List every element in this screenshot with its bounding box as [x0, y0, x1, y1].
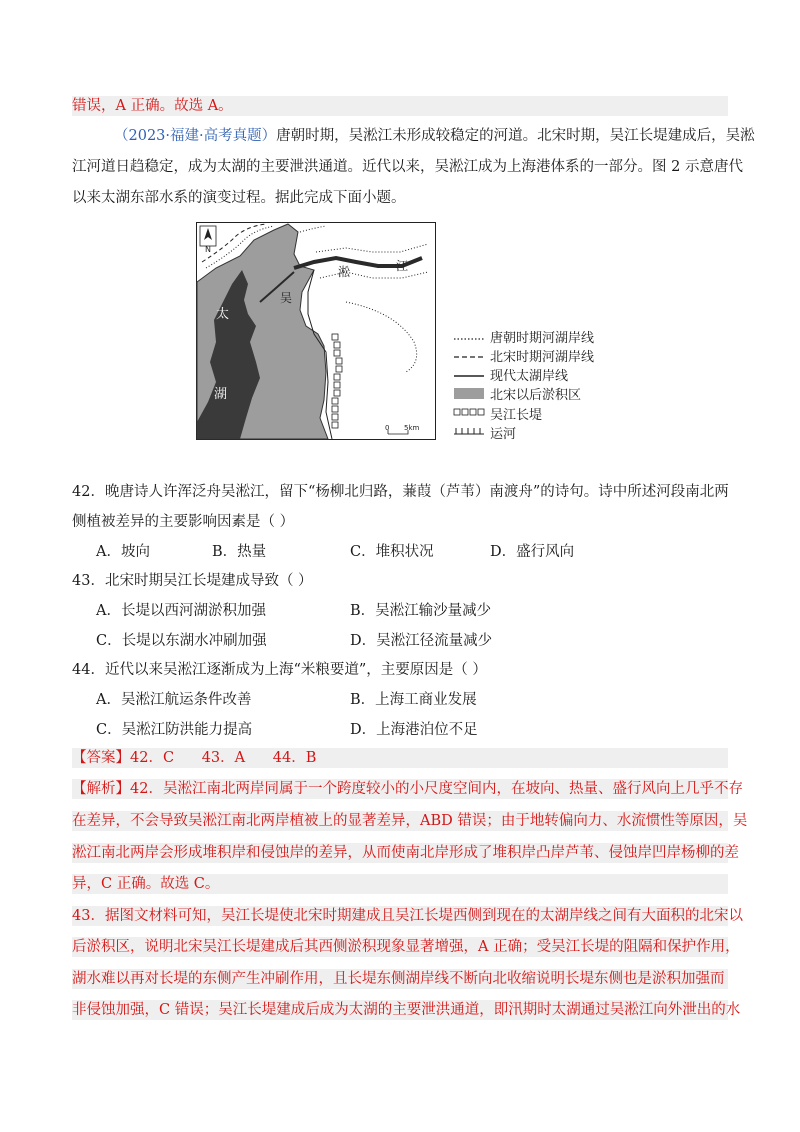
analysis-line-1 — [72, 779, 743, 799]
source-tag: （2023·福建·高考真题） — [114, 128, 277, 144]
scale-zero: 0 — [385, 424, 390, 432]
legend-label-1: 唐朝时期河湖岸线 — [490, 331, 595, 346]
legend-label-4: 北宋以后淤积区 — [490, 388, 582, 403]
analysis-line-5: 43．据图文材料可知，吴江长堤使北宋时期建成且吴江长堤西侧到现在的太湖岸线之间有大面积的北宋以 — [72, 908, 743, 924]
q43-option-d[interactable]: D．吴淞江径流量减少 — [350, 633, 493, 649]
legend-icons — [452, 330, 486, 442]
map-label-tai: 太 — [216, 307, 230, 322]
intro-line-1 — [72, 126, 755, 146]
answer-tag: 【答案】 — [72, 750, 130, 766]
analysis-tag: 【解析】 — [72, 781, 130, 797]
analysis-text-1: 42．吴淞江南北两岸同属于一个跨度较小的小尺度空间内，在坡向、热量、盛行风向上几乎不存 — [130, 781, 743, 797]
previous-answer-text: 错误，A 正确。故选 A。 — [72, 98, 233, 114]
analysis-line-6: 后淤积区，说明北宋吴江长堤建成后其西侧淤积现象显著增强，A 正确；受吴江长堤的阻隔和保护作用， — [72, 939, 740, 955]
q43-option-a[interactable]: A．长堤以西河湖淤积加强 — [96, 603, 266, 619]
legend-label-5: 吴江长堤 — [490, 408, 543, 423]
question-43-line-1: 43．北宋时期吴江长堤建成导致（ ） — [72, 573, 313, 589]
legend-label-6: 运河 — [490, 427, 517, 442]
canal-ticks-icon — [454, 428, 484, 434]
q42-option-a[interactable]: A．坡向 — [96, 544, 150, 560]
q42-option-d[interactable]: D．盛行风向 — [490, 544, 575, 560]
analysis-line-4: 异，C 正确。故选 C。 — [72, 874, 728, 894]
legend-label-3: 现代太湖岸线 — [490, 369, 569, 384]
intro-line-3: 以来太湖东部水系的演变过程。据此完成下面小题。 — [72, 190, 406, 206]
q44-option-a[interactable]: A．吴淞江航运条件改善 — [96, 692, 252, 708]
legend-label-2: 北宋时期河湖岸线 — [490, 350, 595, 365]
analysis-line-8: 非侵蚀加强，C 错误；吴江长堤建成后成为太湖的主要泄洪通道，即汛期时太湖通过吴淞江向外泄出的水 — [72, 1002, 741, 1018]
map-label-song: 淞 — [338, 265, 351, 279]
north-label: N — [205, 245, 211, 254]
analysis-line-3: 淞江南北两岸会形成堆积岸和侵蚀岸的差异，从而使南北岸形成了堆积岸凸岸芦苇、侵蚀岸凹岸杨柳的差 — [72, 845, 739, 861]
analysis-line-2: 在差异，不会导致吴淞江南北两岸植被上的显著差异，ABD 错误；由于地转偏向力、水流惯性等原因，吴 — [72, 813, 748, 829]
dike-boxes-icon — [454, 409, 484, 415]
answer-text: 42．C 43．A 44．B — [130, 750, 317, 766]
gray-block-icon — [454, 388, 484, 399]
q42-option-c[interactable]: C．堆积状况 — [350, 544, 434, 560]
map-label-jiang: 江 — [396, 259, 409, 273]
q43-option-c[interactable]: C．长堤以东湖水冲刷加强 — [96, 633, 267, 649]
previous-answer-tail — [72, 96, 728, 116]
intro-line-2: 江河道日趋稳定，成为太湖的主要泄洪通道。近代以来，吴淞江成为上海港体系的一部分。图 2 示意唐代 — [72, 159, 743, 175]
intro-text-1: 唐朝时期，吴淞江未形成较稳定的河道。北宋时期，吴江长堤建成后，吴淞 — [276, 128, 755, 144]
q44-option-d[interactable]: D．上海港泊位不足 — [350, 722, 478, 738]
question-42-line-1: 42．晚唐诗人许浑泛舟吴淞江，留下“杨柳北归路，蒹葭（芦苇）南渡舟”的诗句。诗中所述河段南北两 — [72, 484, 729, 500]
answer-line — [72, 748, 728, 768]
question-42-line-2: 侧植被差异的主要影响因素是（ ） — [72, 514, 295, 530]
north-arrow-icon — [200, 226, 216, 246]
q43-option-b[interactable]: B．吴淞江输沙量减少 — [350, 603, 492, 619]
question-44-line-1: 44．近代以来吴淞江逐渐成为上海“米粮要道”，主要原因是（ ） — [72, 662, 487, 678]
q44-option-b[interactable]: B．上海工商业发展 — [350, 692, 477, 708]
analysis-line-7: 湖水难以再对长堤的东侧产生冲刷作用，且长堤东侧湖岸线不断向北收缩说明长堤东侧也是淤积加强而 — [72, 969, 728, 989]
q44-option-c[interactable]: C．吴淞江防洪能力提高 — [96, 722, 253, 738]
q42-option-b[interactable]: B．热量 — [212, 544, 267, 560]
taihu-map-figure — [196, 222, 436, 440]
map-label-wu: 吴 — [280, 291, 293, 305]
scale-text: 5km — [404, 424, 420, 432]
map-label-hu: 湖 — [214, 387, 228, 402]
